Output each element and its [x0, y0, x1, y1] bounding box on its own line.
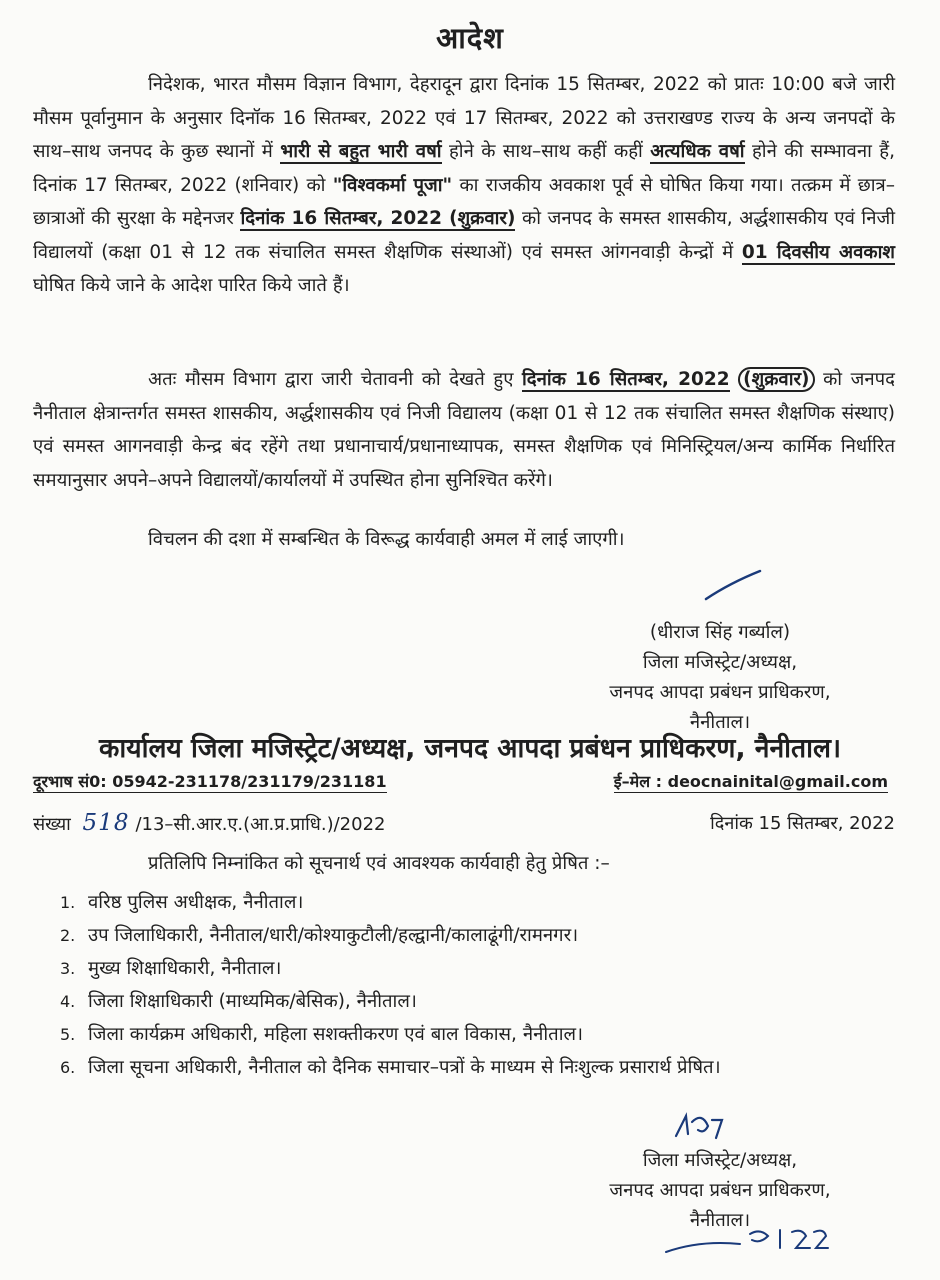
list-item: 3. मुख्य शिक्षाधिकारी, नैनीताल।	[60, 958, 282, 979]
office-heading: कार्यालय जिला मजिस्ट्रेट/अध्यक्ष, जनपद आपदा प्रबंधन प्राधिकरण, नैनीताल।	[99, 733, 841, 764]
list-item: 4. जिला शिक्षाधिकारी (माध्यमिक/बेसिक), नैनीताल।	[60, 991, 417, 1012]
closure-date-emphasis: दिनांक 16 सितम्बर, 2022	[522, 369, 730, 390]
order-paragraph-1: निदेशक, भारत मौसम विज्ञान विभाग, देहरादून द्वारा दिनांक 15 सितम्बर, 2022 को प्रातः 10:00 बजे जारी मौसम पूर्वानुमान के अनुसार दिनॉक 16 सितम्बर, 2022 एवं 17 सितम्बर, 2022 को उत्तराखण्ड राज्य के अन्य जनपदों के साथ–साथ जनपद के कुछ स्थानों में भारी से बहुत भारी वर्षा होने के साथ–साथ कहीं कहीं अत्यधिक वर्षा होने की सम्भावना हैं, दिनांक 17 सितम्बर, 2022 (शनिवार) को "विश्वकर्मा पूजा" का राजकीय अवकाश पूर्व से घोषित किया गया। तत्क्रम में छात्र–छात्राओं की सुरक्षा के मद्देनजर दिनांक 16 सितम्बर, 2022 (शुक्रवार) को जनपद के समस्त शासकीय, अर्द्धशासकीय एवं निजी विद्यालयों (कक्षा 01 से 12 तक संचालित समस्त शैक्षणिक संस्थाओं) एवं समस्त आंगनवाड़ी केन्द्रों में 01 दिवसीय अवकाश घोषित किये जाने के आदेश पारित किये जाते हैं।	[33, 74, 896, 296]
list-item: 6. जिला सूचना अधिकारी, नैनीताल को दैनिक समाचार–पत्रों के माध्यम से निःशुल्क प्रसारार्थ प्रेषित।	[60, 1057, 721, 1078]
handwritten-date-mark	[660, 1222, 830, 1262]
signatory-designation: जिला मजिस्ट्रेट/अध्यक्ष,	[642, 652, 798, 673]
initials-signature-mark	[668, 1108, 738, 1144]
copy-signatory-designation: जिला मजिस्ट्रेट/अध्यक्ष,	[642, 1150, 798, 1171]
signatory-name: (धीराज सिंह गर्ब्याल)	[649, 622, 791, 643]
handwritten-number: 518	[82, 810, 130, 836]
closure-day-emphasis: (शुक्रवार)	[738, 367, 814, 392]
vishwakarma-puja-emphasis: "विश्वकर्मा पूजा"	[332, 174, 453, 196]
phone-numbers: दूरभाष सं0: 05942-231178/231179/231181	[33, 772, 387, 791]
recipient-list	[60, 886, 895, 1084]
list-item: 2. उप जिलाधिकारी, नैनीताल/धारी/कोश्याकुटौली/हल्द्वानी/कालाढूंगी/रामनगर।	[60, 925, 579, 946]
one-day-holiday-emphasis: 01 दिवसीय अवकाश	[741, 241, 896, 263]
order-paragraph-3: विचलन की दशा में सम्बन्धित के विरूद्ध कार्यवाही अमल में लाई जाएगी।	[148, 529, 625, 550]
reference-number: संख्या 518 /13–सी.आर.ए.(आ.प्र.प्राधि.)/2022	[33, 810, 386, 836]
signatory-place: नैनीताल।	[689, 712, 751, 733]
copy-signatory-authority: जनपद आपदा प्रबंधन प्राधिकरण,	[609, 1180, 831, 1201]
signature-mark	[700, 565, 770, 605]
copy-signatory-place: नैनीताल।	[689, 1210, 751, 1231]
email-address: ई–मेल : deocnainital@gmail.com	[613, 772, 888, 791]
reference-row	[33, 810, 895, 836]
signatory-authority: जनपद आपदा प्रबंधन प्राधिकरण,	[609, 682, 831, 703]
reference-date: दिनांक 15 सितम्बर, 2022	[710, 813, 895, 834]
order-paragraph-2: अतः मौसम विभाग द्वारा जारी चेतावनी को देखते हुए दिनांक 16 सितम्बर, 2022 (शुक्रवार) को जनपद नैनीताल क्षेत्रान्तर्गत समस्त शासकीय, अर्द्धशासकीय एवं निजी विद्यालय (कक्षा 01 से 12 तक संचालित समस्त शैक्षणिक संस्थाए) एवं समस्त आगनवाड़ी केन्द्र बंद रहेंगे तथा प्रधानाचार्य/प्रधानाध्यापक, समस्त शैक्षणिक एवं मिनिस्ट्रियल/अन्य कार्मिक निर्धारित समयानुसार अपने–अपने विद्यालयों/कार्यालयों में उपस्थित होना सुनिश्चित करेंगे।	[33, 369, 896, 491]
heavy-rain-emphasis: भारी से बहुत भारी वर्षा	[280, 141, 442, 162]
signatory-block	[520, 618, 920, 738]
document-title: आदेश	[436, 21, 504, 55]
list-item: 1. वरिष्ठ पुलिस अधीक्षक, नैनीताल।	[60, 892, 304, 913]
contact-row	[33, 770, 888, 793]
copy-to-intro: प्रतिलिपि निम्नांकित को सूचनार्थ एवं आवश्यक कार्यवाही हेतु प्रेषित :–	[148, 853, 610, 874]
extreme-rain-emphasis: अत्यधिक वर्षा	[650, 141, 745, 162]
list-item: 5. जिला कार्यक्रम अधिकारी, महिला सशक्तीकरण एवं बाल विकास, नैनीताल।	[60, 1024, 584, 1045]
holiday-date-emphasis: दिनांक 16 सितम्बर, 2022 (शुक्रवार)	[240, 208, 516, 229]
